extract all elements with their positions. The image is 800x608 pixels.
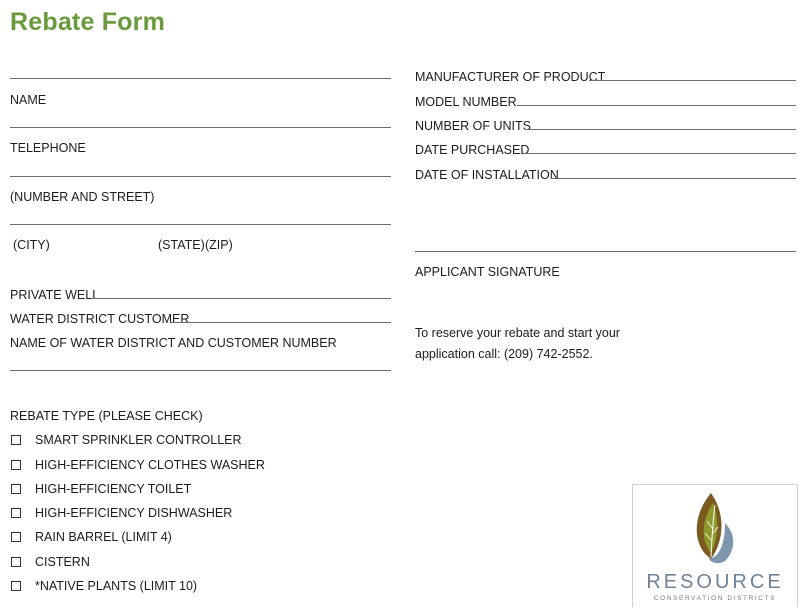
date-purchased-line[interactable] [523, 153, 796, 154]
district-customer-number-line[interactable] [10, 370, 391, 371]
leaf-water-drop-icon [633, 487, 797, 567]
rebate-option-label: HIGH-EFFICIENCY CLOTHES WASHER [35, 458, 265, 472]
rebate-option-label: *NATIVE PLANTS (LIMIT 10) [35, 579, 198, 593]
rebate-option-label: HIGH-EFFICIENCY TOILET [35, 482, 192, 496]
checkbox[interactable] [11, 581, 21, 591]
date-purchased-label: DATE PURCHASED [415, 143, 530, 157]
reserve-instructions [415, 323, 620, 365]
checkbox[interactable] [11, 460, 21, 470]
manufacturer-label: MANUFACTURER OF PRODUCT [415, 70, 606, 84]
rebate-option-label: RAIN BARREL (LIMIT 4) [35, 530, 172, 544]
checkbox[interactable] [11, 484, 21, 494]
manufacturer-line[interactable] [589, 80, 796, 81]
private-well-label: PRIVATE WELL [10, 288, 100, 302]
checkbox[interactable] [11, 508, 21, 518]
state-label: (STATE) [158, 238, 205, 252]
checkbox[interactable] [11, 532, 21, 542]
checkbox[interactable] [11, 557, 21, 567]
street-label: (NUMBER AND STREET) [10, 190, 155, 204]
number-of-units-line[interactable] [525, 129, 796, 130]
telephone-line[interactable] [10, 127, 391, 128]
checkbox[interactable] [11, 435, 21, 445]
name-line[interactable] [10, 78, 391, 79]
signature-line[interactable] [415, 251, 796, 252]
logo-name: RESOURCE [646, 571, 784, 593]
private-well-line[interactable] [91, 298, 391, 299]
number-of-units-label: NUMBER OF UNITS [415, 119, 531, 133]
rebate-option-label: SMART SPRINKLER CONTROLLER [35, 433, 242, 447]
zip-label: (ZIP) [205, 238, 233, 252]
rebate-option-label: HIGH-EFFICIENCY DISHWASHER [35, 506, 233, 520]
form-title: Rebate Form [10, 8, 166, 36]
street-line[interactable] [10, 176, 391, 177]
resource-conservation-districts-logo [632, 484, 798, 607]
model-number-label: MODEL NUMBER [415, 95, 517, 109]
logo-tagline: CONSERVATION DISTRICTS [653, 595, 777, 602]
rebate-type-heading: REBATE TYPE (PLEASE CHECK) [10, 409, 203, 423]
water-district-customer-label: WATER DISTRICT CUSTOMER [10, 312, 190, 326]
water-district-customer-line[interactable] [170, 322, 391, 323]
name-label: NAME [10, 93, 47, 107]
model-number-line[interactable] [517, 105, 796, 106]
telephone-label: TELEPHONE [10, 141, 86, 155]
applicant-signature-label: APPLICANT SIGNATURE [415, 265, 560, 279]
reserve-line-1: To reserve your rebate and start your [415, 326, 620, 340]
date-of-installation-label: DATE OF INSTALLATION [415, 168, 559, 182]
rebate-option-label: CISTERN [35, 555, 90, 569]
district-customer-number-label: NAME OF WATER DISTRICT AND CUSTOMER NUMBER [10, 336, 337, 350]
reserve-line-2: application call: (209) 742-2552. [415, 347, 593, 361]
date-of-installation-line[interactable] [551, 178, 796, 179]
city-label: (CITY) [13, 238, 50, 252]
city-state-zip-line[interactable] [10, 224, 391, 225]
